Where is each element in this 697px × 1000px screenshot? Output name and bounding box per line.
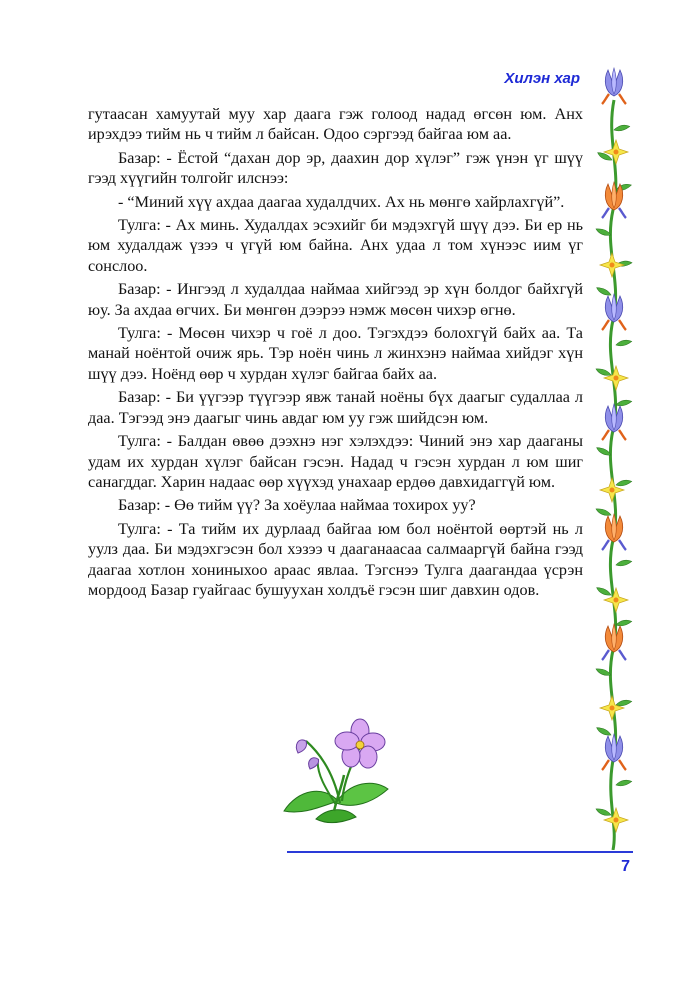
violet-flower-illustration <box>276 715 394 827</box>
page-number: 7 <box>621 858 630 875</box>
paragraph-9: Базар: - Өө тийм үү? За хоёулаа наймаа тохирох уу? <box>118 496 476 515</box>
paragraph-3: - “Миний хүү ахдаа даагаа худалдчих. Ах нь мөнгө хайрлахгүй”. <box>118 192 565 211</box>
paragraph-7: Базар: - Би үүгээр түүгээр явж танай ноёны бүх даагыг судаллаа л даа. Тэгээд энэ даагыг чинь авдаг юм уу гэж шийдсэн юм. <box>88 388 583 427</box>
paragraph-5: Базар: - Ингээд л худалдаа наймаа хийгээд эр хүн болдог байхгүй юу. За ахдаа өгчих. Би мөнгөн дээрээ нэмж мөсөн чихэр өгнө. <box>88 280 583 319</box>
paragraph-4: Тулга: - Ах минь. Худалдах эсэхийг би мэдэхгүй шүү дээ. Би ер нь юм худалдаж үзээ ч үгүй юм байна. Анх удаа л том хүнээс иим үг сонслоо. <box>88 216 583 275</box>
story-text <box>88 104 583 603</box>
paragraph-10: Тулга: - Та тийм их дурлаад байгаа юм бол ноёнтой өөртэй нь л уулз даа. Би мэдэхгэсэн бол хэзээ ч дааганаасаа салмааргүй байна гээд даагаа хотлон хониныхоо араас явлаа. Тэгснээ Тулга даагандаа үсрэн мордоод Базар гуайгаас бушуухан холдъё гэсэн шиг давхин одов. <box>88 519 583 599</box>
footer-rule <box>287 851 633 853</box>
floral-vine-border <box>592 60 634 850</box>
paragraph-2: Базар: - Ёстой “дахан дор эр, даахин дор хүлэг” гэж үнэн үг шүү гээд хүүгийн толгойг илснээ: <box>88 148 583 188</box>
paragraph-6: Тулга: - Мөсөн чихэр ч гоё л доо. Тэгэхдээ болохгүй байх аа. Та манай ноёнтой очиж ярь. Тэр ноён чинь л жинхэнэ наймаа хийдэг хүн шүү дээ. Ноёнд өөр ч хурдан хүлэг байгаа байх аа. <box>88 324 583 383</box>
running-header-title: Хилэн хар <box>504 70 580 87</box>
paragraph-1: гутаасан хамуутай муу хар даага гэж голоод надад өгсөн юм. Анх ирэхдээ тийм нь ч тийм л байсан. Одоо сэргээд байгаа юм аа. <box>88 105 583 144</box>
paragraph-8: Тулга: - Балдан өвөө дээхнэ нэг хэлэхдээ: Чиний энэ хар дааганы удам их хурдан хүлэг байсан гэсэн. Надад ч гэсэн хурдан л юм шиг санагддаг. Харин надаас өөр хүүхэд унахаар ердөө давхидаггүй юм. <box>88 432 583 491</box>
